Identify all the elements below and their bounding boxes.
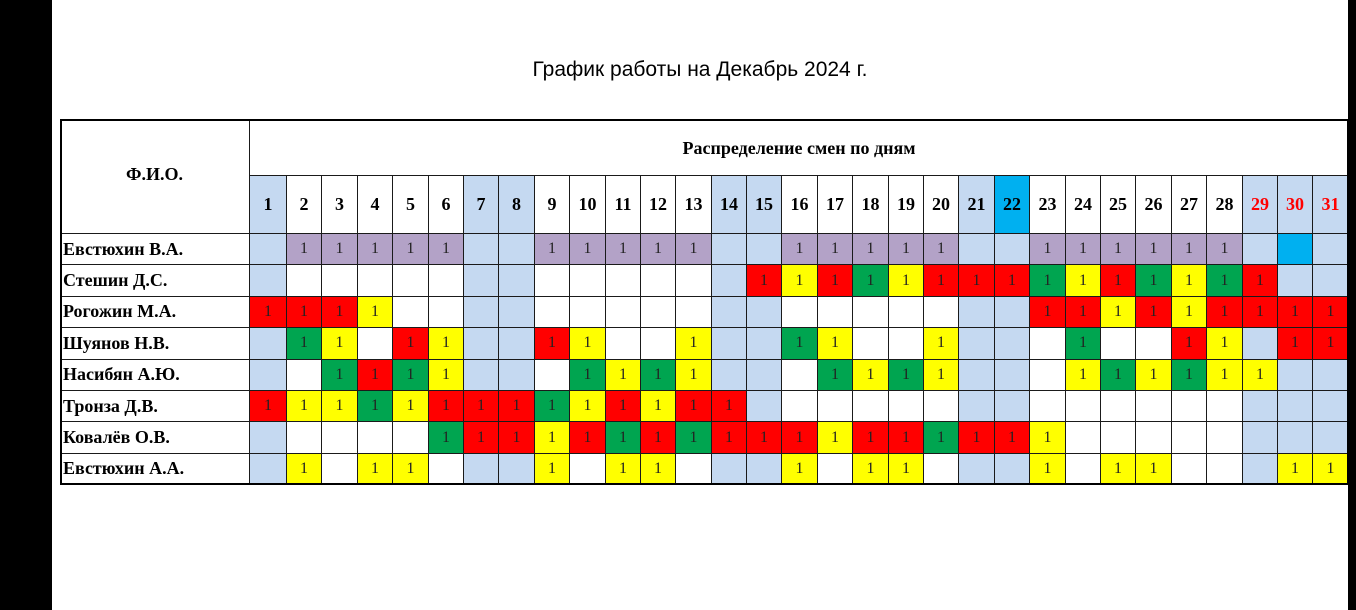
shift-cell xyxy=(606,297,641,328)
shift-cell xyxy=(1172,454,1207,485)
day-header: 17 xyxy=(818,176,853,234)
shift-cell xyxy=(429,297,464,328)
shift-cell: 1 xyxy=(393,234,429,265)
shift-cell xyxy=(995,360,1030,391)
shift-cell xyxy=(712,360,747,391)
shift-cell: 1 xyxy=(1030,422,1066,453)
day-header: 2 xyxy=(287,176,322,234)
shift-cell: 1 xyxy=(853,422,889,453)
shift-cell xyxy=(995,391,1030,422)
shift-cell: 1 xyxy=(570,422,606,453)
shift-cell: 1 xyxy=(322,360,358,391)
shift-cell: 1 xyxy=(1172,234,1207,265)
shift-cell xyxy=(959,454,995,485)
shift-cell xyxy=(1313,391,1349,422)
shift-cell xyxy=(747,454,782,485)
shift-cell xyxy=(322,265,358,296)
shift-cell xyxy=(464,234,499,265)
shift-cell xyxy=(464,328,499,359)
shift-cell xyxy=(1066,391,1101,422)
shift-cell: 1 xyxy=(606,234,641,265)
shift-cell xyxy=(1172,391,1207,422)
shift-cell: 1 xyxy=(782,422,818,453)
shift-cell xyxy=(1313,265,1349,296)
day-header: 5 xyxy=(393,176,429,234)
shift-cell xyxy=(641,265,676,296)
day-header: 27 xyxy=(1172,176,1207,234)
day-header: 18 xyxy=(853,176,889,234)
shift-cell xyxy=(464,297,499,328)
page-title: График работы на Декабрь 2024 г. xyxy=(532,58,868,81)
shift-cell xyxy=(712,265,747,296)
shift-cell xyxy=(1066,454,1101,485)
shift-cell xyxy=(1030,360,1066,391)
shift-cell xyxy=(712,234,747,265)
shift-cell: 1 xyxy=(1313,328,1349,359)
day-header: 30 xyxy=(1278,176,1313,234)
shift-cell xyxy=(535,265,570,296)
shift-cell: 1 xyxy=(535,234,570,265)
shift-cell xyxy=(464,454,499,485)
day-header: 15 xyxy=(747,176,782,234)
shift-cell xyxy=(250,360,287,391)
shift-cell: 1 xyxy=(924,422,959,453)
shift-cell: 1 xyxy=(429,234,464,265)
shift-cell: 1 xyxy=(429,360,464,391)
shift-cell xyxy=(818,391,853,422)
employee-name: Шуянов Н.В. xyxy=(60,328,250,359)
shift-cell xyxy=(641,328,676,359)
shift-cell xyxy=(1101,391,1136,422)
shift-cell: 1 xyxy=(287,234,322,265)
shift-cell: 1 xyxy=(1207,297,1243,328)
shift-cell: 1 xyxy=(358,454,393,485)
shift-cell: 1 xyxy=(1172,265,1207,296)
shift-cell: 1 xyxy=(1172,360,1207,391)
day-header: 3 xyxy=(322,176,358,234)
shift-cell xyxy=(250,234,287,265)
shift-cell xyxy=(358,422,393,453)
shift-cell: 1 xyxy=(818,422,853,453)
shift-cell xyxy=(959,360,995,391)
shift-cell: 1 xyxy=(889,265,924,296)
shift-cell: 1 xyxy=(250,297,287,328)
shift-cell xyxy=(570,297,606,328)
shift-cell: 1 xyxy=(429,422,464,453)
shift-cell xyxy=(676,297,712,328)
shift-cell xyxy=(570,265,606,296)
shift-cell: 1 xyxy=(1207,265,1243,296)
shift-cell xyxy=(995,328,1030,359)
shift-cell: 1 xyxy=(853,234,889,265)
shift-cell xyxy=(676,454,712,485)
shift-cell: 1 xyxy=(676,234,712,265)
shift-cell xyxy=(1172,422,1207,453)
shift-cell: 1 xyxy=(570,234,606,265)
shift-cell: 1 xyxy=(1278,297,1313,328)
shift-cell: 1 xyxy=(322,328,358,359)
shift-cell: 1 xyxy=(1243,265,1278,296)
shift-cell: 1 xyxy=(1278,454,1313,485)
shift-cell: 1 xyxy=(1136,297,1172,328)
shift-cell xyxy=(499,328,535,359)
shift-cell xyxy=(1136,328,1172,359)
shift-cell xyxy=(712,297,747,328)
shift-cell xyxy=(393,422,429,453)
shift-cell xyxy=(782,297,818,328)
shift-cell: 1 xyxy=(1101,454,1136,485)
shift-cell xyxy=(782,360,818,391)
shift-cell: 1 xyxy=(853,360,889,391)
shift-cell: 1 xyxy=(924,234,959,265)
shift-cell: 1 xyxy=(712,422,747,453)
shift-cell xyxy=(250,422,287,453)
shift-cell xyxy=(641,297,676,328)
shift-cell xyxy=(499,234,535,265)
shift-cell xyxy=(250,454,287,485)
day-header: 21 xyxy=(959,176,995,234)
shift-cell xyxy=(1136,391,1172,422)
shift-cell: 1 xyxy=(570,391,606,422)
shift-cell: 1 xyxy=(1101,234,1136,265)
day-header: 4 xyxy=(358,176,393,234)
shift-cell: 1 xyxy=(995,265,1030,296)
shift-cell xyxy=(889,328,924,359)
shift-cell xyxy=(393,297,429,328)
shift-cell xyxy=(1207,391,1243,422)
employee-name: Ковалёв О.В. xyxy=(60,422,250,453)
shift-cell xyxy=(747,360,782,391)
shift-cell: 1 xyxy=(1030,265,1066,296)
shift-cell xyxy=(535,360,570,391)
day-header: 7 xyxy=(464,176,499,234)
shift-cell: 1 xyxy=(1243,297,1278,328)
shift-cell xyxy=(570,454,606,485)
shift-cell: 1 xyxy=(1030,454,1066,485)
shift-cell: 1 xyxy=(429,328,464,359)
day-header: 11 xyxy=(606,176,641,234)
shift-cell: 1 xyxy=(1101,265,1136,296)
shift-cell xyxy=(287,422,322,453)
shift-cell xyxy=(429,454,464,485)
shift-cell: 1 xyxy=(535,454,570,485)
shift-cell: 1 xyxy=(782,328,818,359)
spreadsheet-page xyxy=(52,0,1348,610)
shift-cell: 1 xyxy=(570,360,606,391)
shift-cell xyxy=(1030,328,1066,359)
shift-cell xyxy=(429,265,464,296)
shift-cell xyxy=(889,391,924,422)
shift-cell: 1 xyxy=(358,391,393,422)
shift-cell xyxy=(1313,234,1349,265)
shift-cell: 1 xyxy=(322,234,358,265)
shift-cell xyxy=(358,328,393,359)
shift-cell xyxy=(606,265,641,296)
shift-cell xyxy=(464,265,499,296)
shift-cell xyxy=(1101,422,1136,453)
shift-cell xyxy=(995,297,1030,328)
shift-cell: 1 xyxy=(889,360,924,391)
shift-cell: 1 xyxy=(676,360,712,391)
shift-cell xyxy=(676,265,712,296)
shift-cell: 1 xyxy=(358,360,393,391)
shift-cell: 1 xyxy=(250,391,287,422)
shift-cell: 1 xyxy=(641,360,676,391)
shift-cell: 1 xyxy=(782,454,818,485)
shift-cell xyxy=(747,234,782,265)
shift-cell xyxy=(782,391,818,422)
shift-cell: 1 xyxy=(889,454,924,485)
shift-cell xyxy=(1278,360,1313,391)
shift-cell xyxy=(1313,422,1349,453)
shift-cell xyxy=(995,234,1030,265)
shift-cell: 1 xyxy=(464,391,499,422)
shift-cell: 1 xyxy=(1101,297,1136,328)
shift-cell: 1 xyxy=(889,422,924,453)
shift-cell: 1 xyxy=(818,265,853,296)
shift-cell xyxy=(499,297,535,328)
shift-cell xyxy=(250,265,287,296)
shift-cell xyxy=(1207,454,1243,485)
shift-cell xyxy=(250,328,287,359)
shift-cell xyxy=(889,297,924,328)
day-header: 8 xyxy=(499,176,535,234)
day-header: 10 xyxy=(570,176,606,234)
shift-cell: 1 xyxy=(959,422,995,453)
shift-cell: 1 xyxy=(1278,328,1313,359)
shift-cell xyxy=(1278,422,1313,453)
day-header: 28 xyxy=(1207,176,1243,234)
shift-cell: 1 xyxy=(1030,297,1066,328)
shift-cell: 1 xyxy=(606,422,641,453)
shift-cell: 1 xyxy=(287,328,322,359)
shift-cell: 1 xyxy=(393,391,429,422)
shift-cell xyxy=(924,454,959,485)
day-header: 25 xyxy=(1101,176,1136,234)
shift-cell: 1 xyxy=(818,234,853,265)
employee-name: Стешин Д.С. xyxy=(60,265,250,296)
shift-cell xyxy=(712,454,747,485)
shift-cell: 1 xyxy=(358,297,393,328)
shift-cell xyxy=(464,360,499,391)
shift-cell: 1 xyxy=(393,360,429,391)
shift-cell xyxy=(959,391,995,422)
day-header: 24 xyxy=(1066,176,1101,234)
shift-cell: 1 xyxy=(1030,234,1066,265)
shift-cell: 1 xyxy=(1313,454,1349,485)
shift-cell xyxy=(853,391,889,422)
shift-cell xyxy=(287,265,322,296)
day-header: 20 xyxy=(924,176,959,234)
shift-cell xyxy=(322,422,358,453)
employee-name: Евстюхин В.А. xyxy=(60,234,250,265)
day-header: 19 xyxy=(889,176,924,234)
shift-cell xyxy=(818,297,853,328)
shift-cell xyxy=(747,328,782,359)
shift-cell: 1 xyxy=(924,265,959,296)
days-group-header: Распределение смен по дням xyxy=(250,119,1349,176)
shift-cell: 1 xyxy=(782,234,818,265)
shift-cell: 1 xyxy=(1172,328,1207,359)
shift-cell: 1 xyxy=(287,454,322,485)
shift-cell xyxy=(322,454,358,485)
shift-cell xyxy=(1278,391,1313,422)
shift-cell xyxy=(959,234,995,265)
shift-cell: 1 xyxy=(464,422,499,453)
shift-cell: 1 xyxy=(1207,360,1243,391)
shift-cell: 1 xyxy=(641,391,676,422)
shift-cell xyxy=(1313,360,1349,391)
shift-cell: 1 xyxy=(818,328,853,359)
shift-cell xyxy=(1066,422,1101,453)
shift-cell: 1 xyxy=(1136,234,1172,265)
shift-cell xyxy=(1243,422,1278,453)
shift-cell xyxy=(1243,391,1278,422)
shift-cell: 1 xyxy=(393,328,429,359)
day-header: 31 xyxy=(1313,176,1349,234)
shift-cell: 1 xyxy=(1243,360,1278,391)
shift-cell: 1 xyxy=(535,422,570,453)
shift-cell xyxy=(924,297,959,328)
shift-cell: 1 xyxy=(818,360,853,391)
name-column-header: Ф.И.О. xyxy=(60,119,250,234)
shift-cell: 1 xyxy=(499,391,535,422)
shift-cell: 1 xyxy=(747,422,782,453)
shift-cell: 1 xyxy=(570,328,606,359)
employee-name: Рогожин М.А. xyxy=(60,297,250,328)
day-header: 1 xyxy=(250,176,287,234)
day-header: 23 xyxy=(1030,176,1066,234)
shift-cell: 1 xyxy=(1136,360,1172,391)
schedule-table xyxy=(60,119,1349,485)
shift-cell xyxy=(924,391,959,422)
shift-cell: 1 xyxy=(676,422,712,453)
shift-cell: 1 xyxy=(287,391,322,422)
day-header: 12 xyxy=(641,176,676,234)
shift-cell: 1 xyxy=(1136,265,1172,296)
employee-name: Тронза Д.В. xyxy=(60,391,250,422)
shift-cell: 1 xyxy=(924,360,959,391)
day-header: 14 xyxy=(712,176,747,234)
shift-cell xyxy=(358,265,393,296)
shift-cell: 1 xyxy=(535,391,570,422)
shift-cell: 1 xyxy=(322,391,358,422)
shift-cell xyxy=(287,360,322,391)
shift-cell: 1 xyxy=(641,234,676,265)
day-header: 9 xyxy=(535,176,570,234)
shift-cell: 1 xyxy=(782,265,818,296)
shift-cell xyxy=(1243,328,1278,359)
shift-cell: 1 xyxy=(429,391,464,422)
shift-cell xyxy=(818,454,853,485)
shift-cell xyxy=(393,265,429,296)
shift-cell: 1 xyxy=(1207,234,1243,265)
shift-cell: 1 xyxy=(322,297,358,328)
shift-cell xyxy=(1030,391,1066,422)
shift-cell: 1 xyxy=(606,360,641,391)
shift-cell: 1 xyxy=(676,328,712,359)
shift-cell: 1 xyxy=(889,234,924,265)
shift-cell: 1 xyxy=(747,265,782,296)
shift-cell: 1 xyxy=(995,422,1030,453)
shift-cell xyxy=(959,328,995,359)
day-header: 16 xyxy=(782,176,818,234)
employee-name: Евстюхин А.А. xyxy=(60,454,250,485)
shift-cell xyxy=(853,328,889,359)
shift-cell: 1 xyxy=(1172,297,1207,328)
shift-cell: 1 xyxy=(853,454,889,485)
shift-cell: 1 xyxy=(712,391,747,422)
shift-cell xyxy=(995,454,1030,485)
shift-cell: 1 xyxy=(358,234,393,265)
shift-cell: 1 xyxy=(1066,360,1101,391)
shift-cell: 1 xyxy=(1066,328,1101,359)
shift-cell xyxy=(606,328,641,359)
shift-cell xyxy=(499,265,535,296)
shift-cell xyxy=(499,454,535,485)
day-header: 29 xyxy=(1243,176,1278,234)
shift-cell xyxy=(747,391,782,422)
shift-cell: 1 xyxy=(606,454,641,485)
day-header: 13 xyxy=(676,176,712,234)
shift-cell xyxy=(959,297,995,328)
shift-cell: 1 xyxy=(676,391,712,422)
shift-cell: 1 xyxy=(606,391,641,422)
shift-cell xyxy=(1207,422,1243,453)
shift-cell: 1 xyxy=(1066,265,1101,296)
shift-cell xyxy=(1278,265,1313,296)
shift-cell: 1 xyxy=(641,454,676,485)
shift-cell xyxy=(499,360,535,391)
shift-cell: 1 xyxy=(499,422,535,453)
shift-cell: 1 xyxy=(1207,328,1243,359)
shift-cell xyxy=(747,297,782,328)
shift-cell: 1 xyxy=(1313,297,1349,328)
shift-cell xyxy=(1101,328,1136,359)
shift-cell: 1 xyxy=(1066,297,1101,328)
shift-cell xyxy=(1136,422,1172,453)
shift-cell xyxy=(1278,234,1313,265)
shift-cell: 1 xyxy=(1101,360,1136,391)
shift-cell xyxy=(1243,454,1278,485)
shift-cell: 1 xyxy=(1136,454,1172,485)
shift-cell: 1 xyxy=(853,265,889,296)
shift-cell xyxy=(1243,234,1278,265)
day-header: 26 xyxy=(1136,176,1172,234)
employee-name: Насибян А.Ю. xyxy=(60,360,250,391)
shift-cell: 1 xyxy=(959,265,995,296)
day-header: 22 xyxy=(995,176,1030,234)
shift-cell xyxy=(535,297,570,328)
shift-cell: 1 xyxy=(924,328,959,359)
day-header: 6 xyxy=(429,176,464,234)
shift-cell: 1 xyxy=(1066,234,1101,265)
shift-cell: 1 xyxy=(535,328,570,359)
shift-cell xyxy=(853,297,889,328)
shift-cell: 1 xyxy=(393,454,429,485)
shift-cell xyxy=(712,328,747,359)
shift-cell: 1 xyxy=(287,297,322,328)
shift-cell: 1 xyxy=(641,422,676,453)
